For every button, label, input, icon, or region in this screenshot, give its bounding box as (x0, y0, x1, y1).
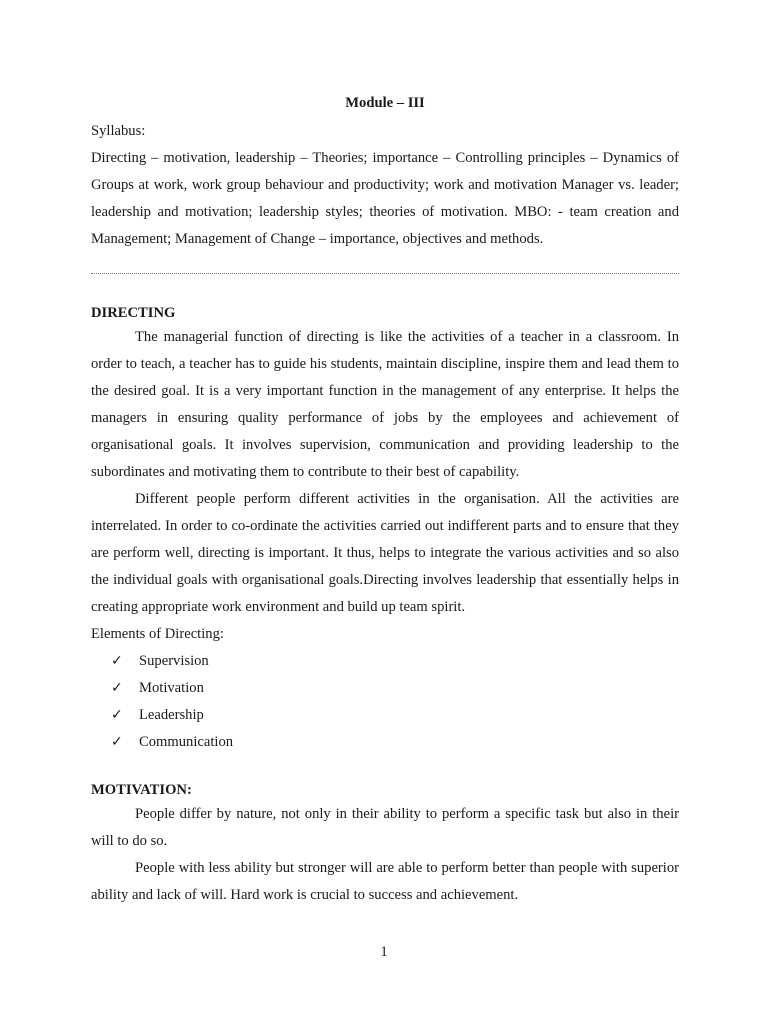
elements-label: Elements of Directing: (91, 626, 224, 642)
motivation-heading: MOTIVATION: (91, 782, 192, 798)
page-content (91, 92, 679, 909)
list-item-label: Supervision (139, 653, 209, 669)
list-item-label: Communication (139, 734, 234, 750)
elements-list (91, 648, 679, 756)
motivation-paragraph-2: People with less ability but stronger will are able to perform better than people with superior ability and lack of will. Hard work is crucial to success and achievement. (91, 860, 679, 903)
syllabus-label: Syllabus: (91, 123, 146, 139)
check-icon: ✓ (111, 707, 123, 723)
check-icon: ✓ (111, 734, 123, 750)
list-item-label: Leadership (139, 707, 204, 723)
list-item-label: Motivation (139, 680, 204, 696)
list-item (91, 675, 679, 702)
directing-paragraph-2: Different people perform different activities in the organisation. All the activities are interrelated. In order to co-ordinate the activities carried out indifferent parts and to ensure that they are perform well, directing is important. It thus, helps to integrate the various activities and so also the individual goals with organisational goals.Directing involves leadership that essentially helps in creating appropriate work environment and build up team spirit. (91, 491, 679, 615)
directing-paragraph-1: The managerial function of directing is like the activities of a teacher in a classroom. In order to teach, a teacher has to guide his students, maintain discipline, inspire them and lead them to the desired goal. It is a very important function in the management of any enterprise. It helps the managers in ensuring quality performance of jobs by the employees and achievement of organisational goals. It involves supervision, communication and providing leadership to the subordinates and motivating them to contribute to their best of capability. (91, 329, 679, 480)
page-number: 1 (380, 944, 388, 960)
list-item (91, 702, 679, 729)
check-icon: ✓ (111, 680, 123, 696)
check-icon: ✓ (111, 653, 123, 669)
list-item (91, 648, 679, 675)
syllabus-text: Directing – motivation, leadership – Theories; importance – Controlling principles – Dynamics of Groups at work, work group behaviour and productivity; work and motivation Manager vs. leader; leadership and motivation; leadership styles; theories of motivation. MBO: - team creation and Management; Management of Change – importance, objectives and methods. (91, 150, 679, 247)
motivation-paragraph-1: People differ by nature, not only in their ability to perform a specific task but also in their will to do so. (91, 806, 679, 849)
dotted-separator (91, 253, 679, 274)
list-item (91, 729, 679, 756)
module-title: Module – III (345, 95, 425, 111)
directing-heading: DIRECTING (91, 305, 176, 321)
